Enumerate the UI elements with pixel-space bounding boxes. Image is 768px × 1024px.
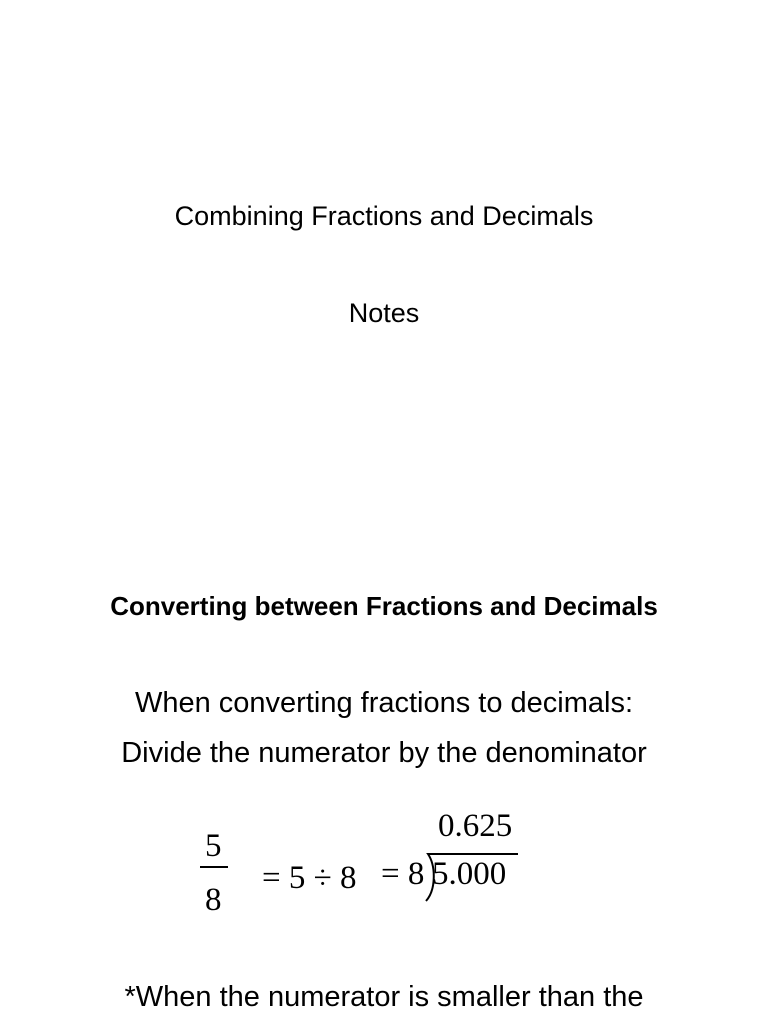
document-title: Combining Fractions and Decimals	[174, 201, 594, 231]
document-subtitle: Notes	[348, 298, 420, 328]
long-division-quotient: 0.625	[438, 808, 513, 844]
section-heading: Converting between Fractions and Decimals	[110, 591, 658, 621]
intro-line-2: Divide the numerator by the denominator	[121, 737, 647, 769]
fraction-denominator: 8	[205, 882, 222, 918]
long-division-prefix: = 8	[381, 856, 425, 892]
intro-line-1: When converting fractions to decimals:	[134, 687, 634, 719]
fraction-numerator: 5	[205, 828, 222, 864]
long-division-dividend: 5.000	[432, 856, 507, 892]
division-expression: = 5 ÷ 8	[262, 860, 357, 896]
note-line: *When the numerator is smaller than the	[124, 981, 644, 1013]
fraction-bar	[200, 866, 228, 868]
